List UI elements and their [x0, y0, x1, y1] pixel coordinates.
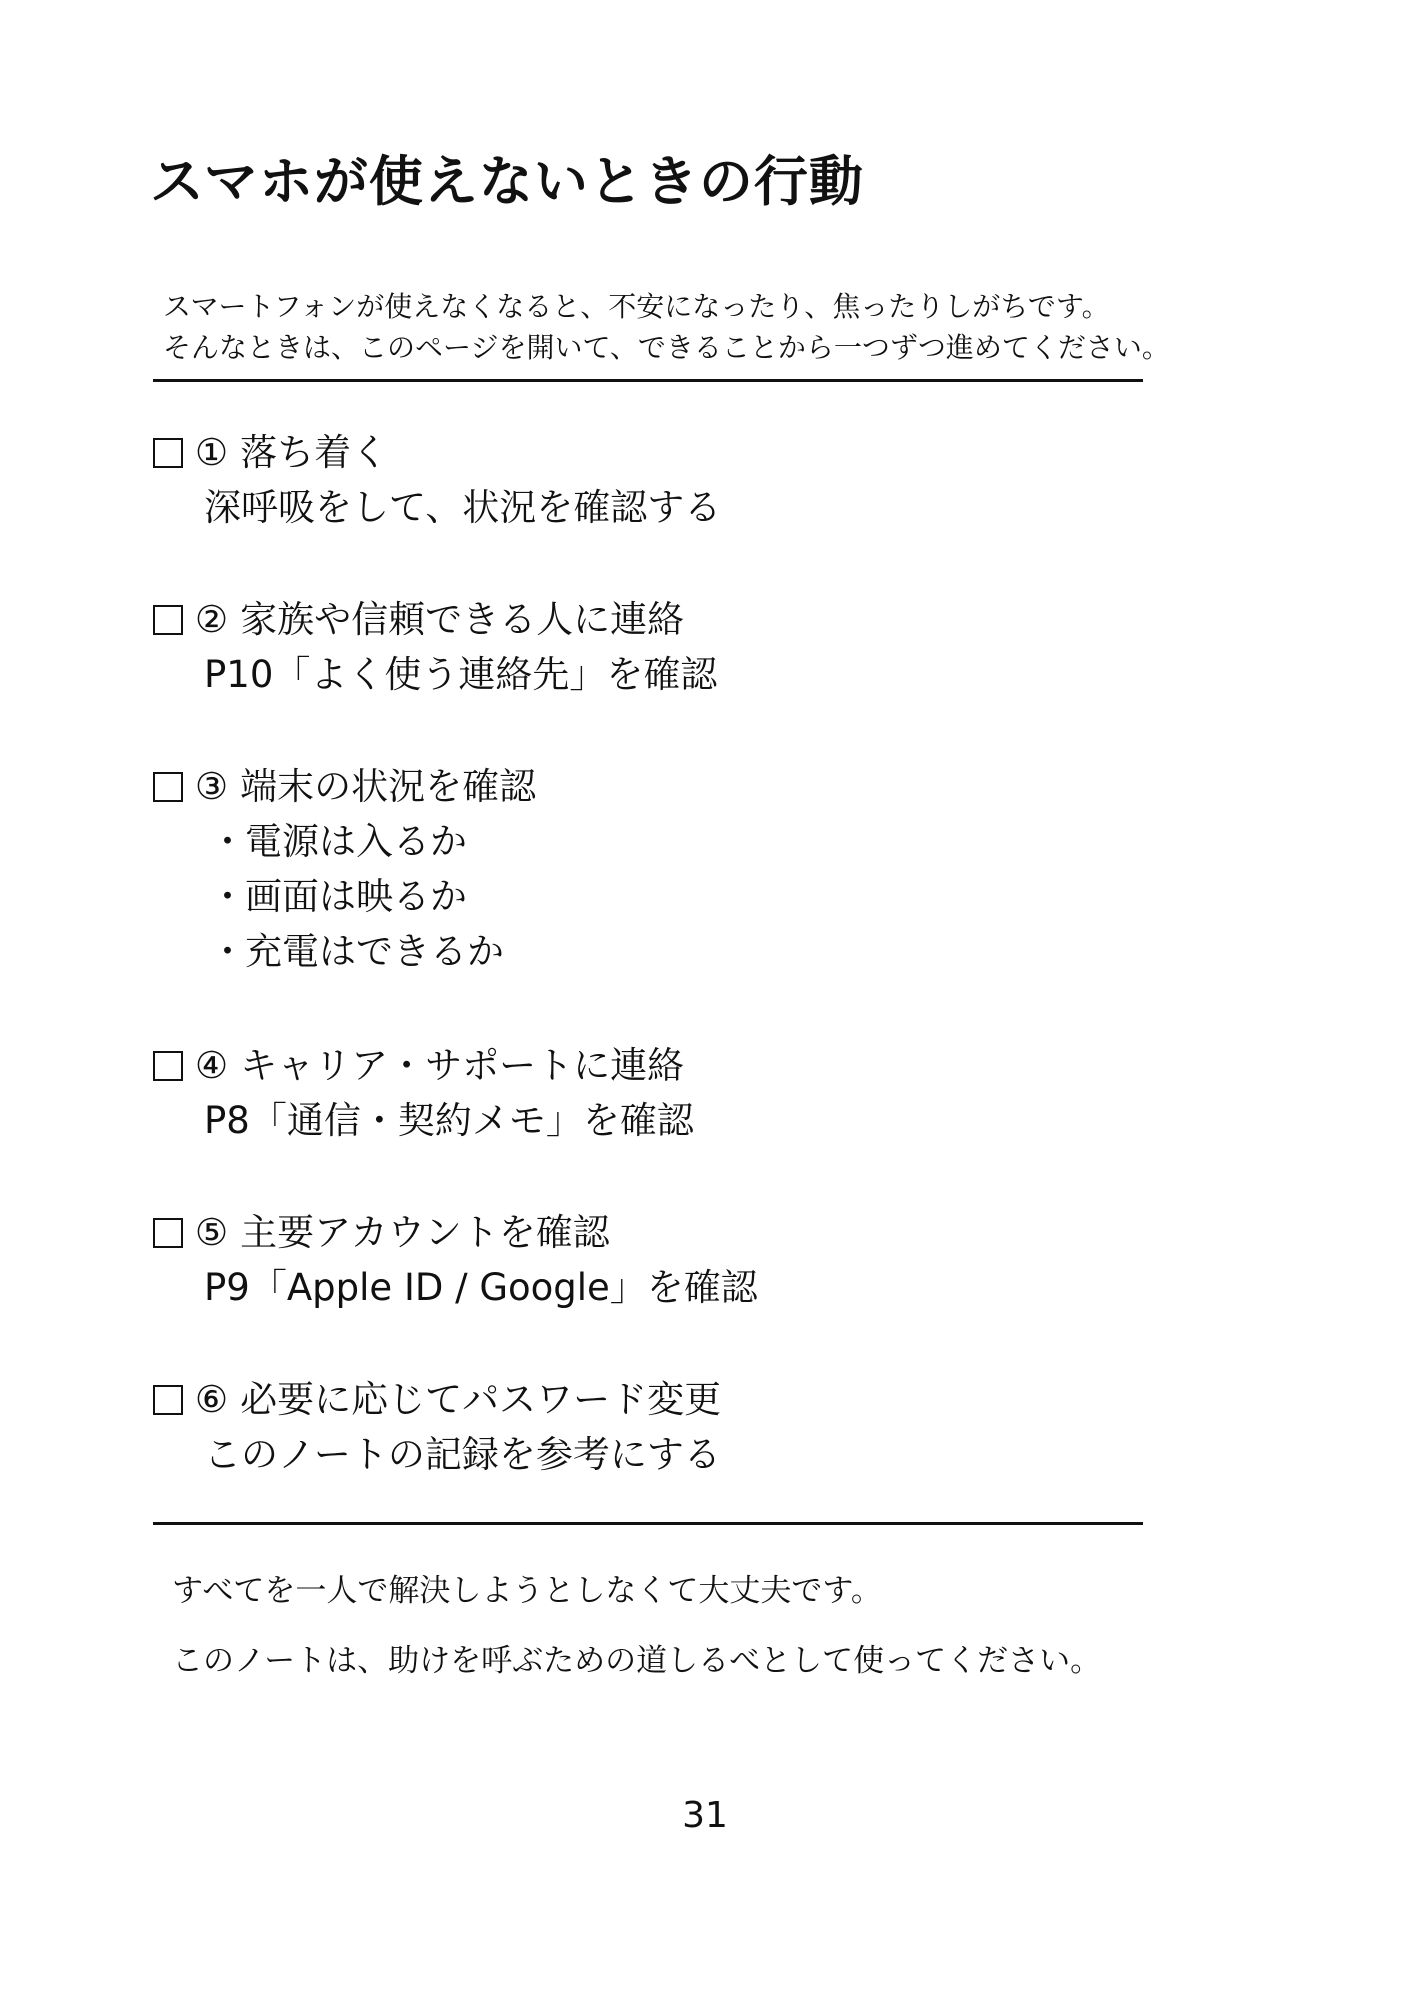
- checkbox-step-4[interactable]: [153, 1051, 183, 1081]
- checkbox-step-2[interactable]: [153, 605, 183, 635]
- step-heading: 落ち着く: [240, 431, 389, 474]
- page-title: スマホが使えないときの行動: [150, 150, 864, 213]
- checklist-step-2: [153, 592, 717, 702]
- closing-line-1: すべてを一人で解決しようとしなくて大丈夫です。: [172, 1573, 882, 1609]
- bullet-text: 充電はできるか: [245, 930, 504, 973]
- step-bullet-item: [153, 814, 536, 869]
- step-number: ②: [195, 598, 229, 641]
- step-number: ④: [195, 1044, 229, 1087]
- closing-line-2: このノートは、助けを呼ぶための道しるべとして使ってください。: [172, 1643, 1102, 1679]
- step-detail: P9「Apple ID / Google」を確認: [204, 1266, 758, 1309]
- bullet-mark: ・: [209, 875, 246, 918]
- intro-text: [163, 286, 1170, 368]
- step-detail: このノートの記録を参考にする: [204, 1433, 721, 1476]
- step-heading: 主要アカウントを確認: [240, 1211, 610, 1254]
- bullet-mark: ・: [209, 930, 246, 973]
- step-bullet-item: [153, 924, 536, 979]
- checklist-step-5: [153, 1205, 758, 1315]
- step-heading: キャリア・サポートに連絡: [240, 1044, 685, 1087]
- checklist-step-6: [153, 1372, 721, 1482]
- step-number: ⑥: [195, 1378, 229, 1421]
- step-bullet-item: [153, 869, 536, 924]
- bullet-text: 画面は映るか: [245, 875, 467, 918]
- checkbox-step-3[interactable]: [153, 772, 183, 802]
- divider-bottom: [153, 1522, 1143, 1525]
- bullet-mark: ・: [209, 820, 246, 863]
- step-detail: P10「よく使う連絡先」を確認: [204, 653, 718, 696]
- step-number: ③: [195, 765, 229, 808]
- intro-line-2: そんなときは、このページを開いて、できることから一つずつ進めてください。: [163, 331, 1170, 364]
- checkbox-step-1[interactable]: [153, 438, 183, 468]
- step-number: ①: [195, 431, 229, 474]
- step-heading: 端末の状況を確認: [240, 765, 537, 808]
- checklist-step-3: [153, 759, 536, 979]
- step-detail: P8「通信・契約メモ」を確認: [204, 1099, 694, 1142]
- bullet-text: 電源は入るか: [245, 820, 467, 863]
- checklist-step-1: [153, 425, 721, 535]
- step-heading: 家族や信頼できる人に連絡: [240, 598, 685, 641]
- checkbox-step-6[interactable]: [153, 1385, 183, 1415]
- checklist-step-4: [153, 1038, 694, 1148]
- step-heading: 必要に応じてパスワード変更: [240, 1378, 722, 1421]
- intro-line-1: スマートフォンが使えなくなると、不安になったり、焦ったりしがちです。: [163, 290, 1110, 323]
- step-number: ⑤: [195, 1211, 229, 1254]
- divider-top: [153, 379, 1143, 382]
- page-number: 31: [682, 1795, 728, 1836]
- checkbox-step-5[interactable]: [153, 1218, 183, 1248]
- step-detail: 深呼吸をして、状況を確認する: [204, 486, 722, 529]
